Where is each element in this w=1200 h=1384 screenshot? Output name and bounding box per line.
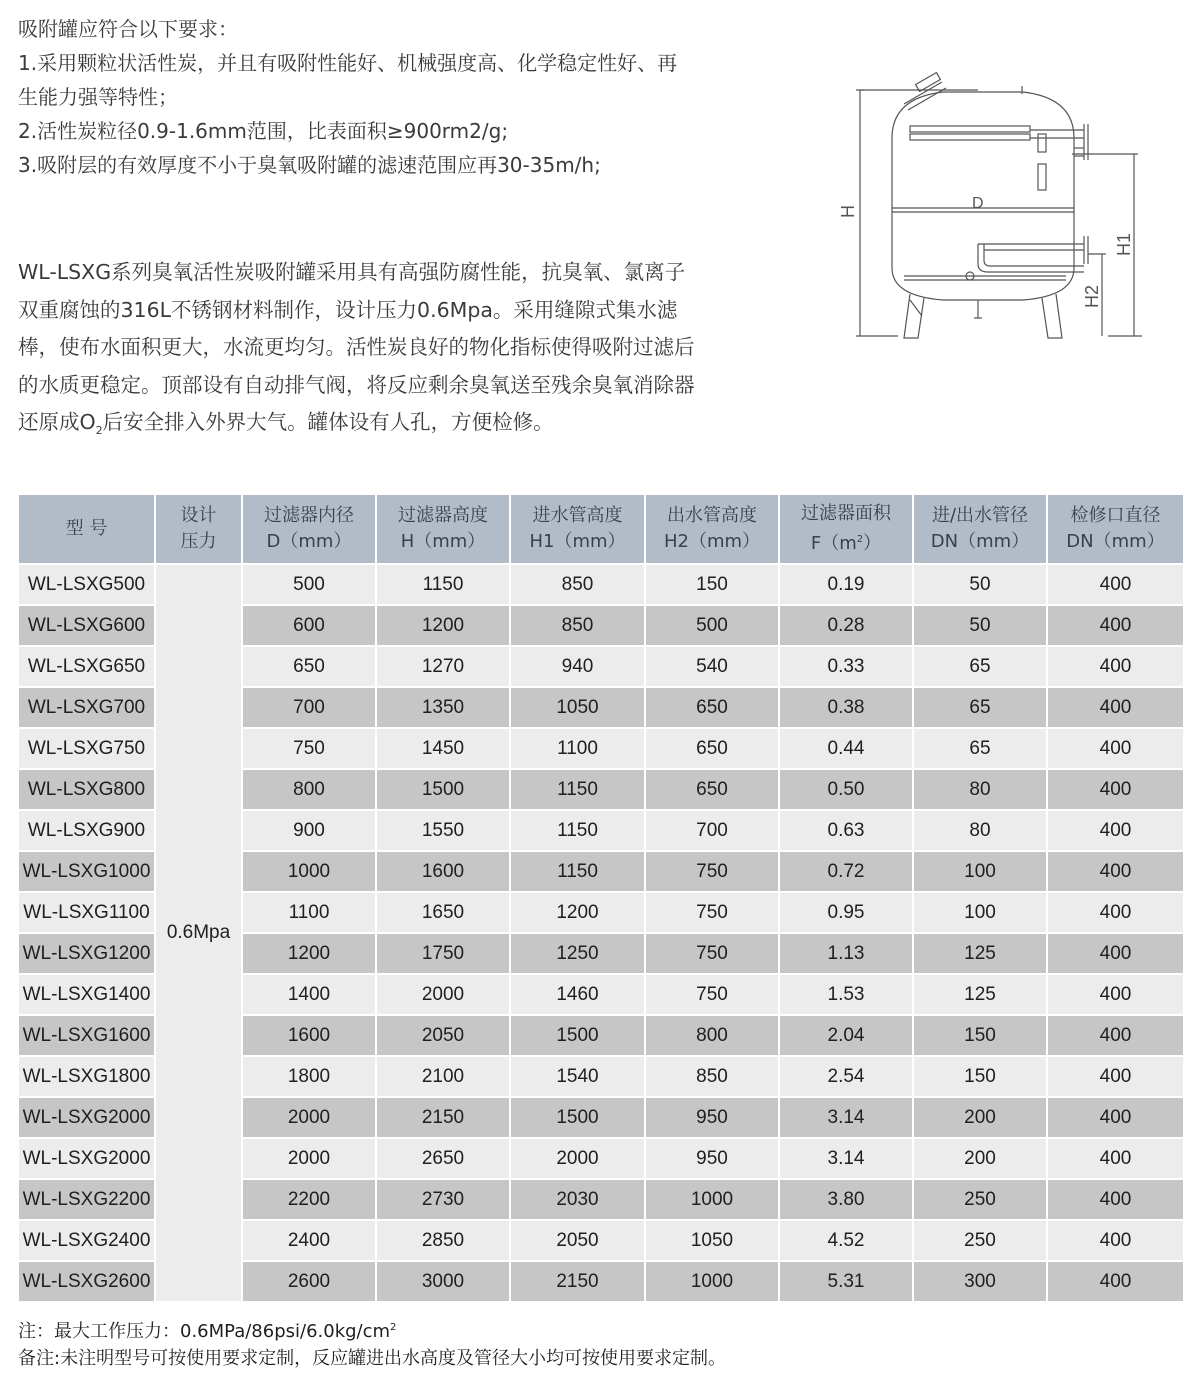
cell-diameter: 1400: [242, 974, 376, 1015]
cell-area: 5.31: [779, 1261, 913, 1302]
cell-inlet-height: 850: [510, 605, 645, 646]
cell-diameter: 2200: [242, 1179, 376, 1220]
cell-model: WL-LSXG2000: [18, 1138, 155, 1179]
header-area: 过滤器面积 $F(m^2)$: [779, 494, 913, 564]
cell-pipe-diameter: 100: [913, 851, 1047, 892]
cell-pressure: 0.6Mpa: [155, 564, 242, 1302]
header-model: 型 号: [18, 494, 155, 564]
cell-inlet-height: 1200: [510, 892, 645, 933]
cell-area: 0.44: [779, 728, 913, 769]
note-custom: 备注:未注明型号可按使用要求定制，反应罐进出水高度及管径大小均可按使用要求定制。: [18, 1348, 727, 1369]
cell-outlet-height: 950: [645, 1138, 779, 1179]
h2-label: H2: [1082, 284, 1102, 308]
subscript: 2: [95, 424, 103, 438]
header-pressure: 设计 压力: [155, 494, 242, 564]
cell-diameter: 2000: [242, 1138, 376, 1179]
cell-model: WL-LSXG2400: [18, 1220, 155, 1261]
cell-diameter: 1000: [242, 851, 376, 892]
cell-outlet-height: 1000: [645, 1179, 779, 1220]
cell-height: 1750: [376, 933, 510, 974]
description-line: WL-LSXG系列臭氧活性炭吸附罐采用具有高强防腐性能，抗臭氧、氯离子: [18, 260, 686, 284]
cell-diameter: 600: [242, 605, 376, 646]
cell-model: WL-LSXG900: [18, 810, 155, 851]
cell-inlet-height: 1500: [510, 1097, 645, 1138]
header-height: 过滤器高度 H（mm）: [376, 494, 510, 564]
cell-pipe-diameter: 50: [913, 605, 1047, 646]
cell-diameter: 750: [242, 728, 376, 769]
cell-outlet-height: 750: [645, 974, 779, 1015]
cell-outlet-height: 540: [645, 646, 779, 687]
cell-diameter: 500: [242, 564, 376, 605]
cell-inlet-height: 1460: [510, 974, 645, 1015]
cell-outlet-height: 150: [645, 564, 779, 605]
cell-height: 1600: [376, 851, 510, 892]
requirement-line: 3.吸附层的有效厚度不小于臭氧吸附罐的滤速范围应再30-35m/h;: [18, 153, 601, 177]
cell-inlet-height: 1050: [510, 687, 645, 728]
cell-model: WL-LSXG600: [18, 605, 155, 646]
cell-pipe-diameter: 250: [913, 1179, 1047, 1220]
cell-manhole-diameter: 400: [1047, 810, 1184, 851]
cell-manhole-diameter: 400: [1047, 564, 1184, 605]
cell-pipe-diameter: 300: [913, 1261, 1047, 1302]
cell-height: 1150: [376, 564, 510, 605]
header-manhole-diameter: 检修口直径 DN（mm）: [1047, 494, 1184, 564]
cell-diameter: 650: [242, 646, 376, 687]
cell-model: WL-LSXG500: [18, 564, 155, 605]
cell-model: WL-LSXG650: [18, 646, 155, 687]
d-label: D: [972, 195, 984, 212]
cell-pipe-diameter: 125: [913, 933, 1047, 974]
header-outlet-height: 出水管高度 H2（mm）: [645, 494, 779, 564]
requirement-line: 2.活性炭粒径0.9-1.6mm范围，比表面积≥900rm2/g;: [18, 119, 509, 143]
cell-area: 1.53: [779, 974, 913, 1015]
cell-height: 2000: [376, 974, 510, 1015]
cell-area: 0.50: [779, 769, 913, 810]
description-line: [18, 404, 748, 450]
note-max-pressure: 注：最大工作压力：$0.6MPa/86psi/6.0kg/cm^2$: [18, 1321, 397, 1342]
cell-manhole-diameter: 400: [1047, 605, 1184, 646]
cell-outlet-height: 650: [645, 728, 779, 769]
cell-area: 3.80: [779, 1179, 913, 1220]
cell-pipe-diameter: 65: [913, 687, 1047, 728]
table-header-row: [18, 494, 1184, 564]
cell-area: 2.04: [779, 1015, 913, 1056]
cell-model: WL-LSXG2600: [18, 1261, 155, 1302]
cell-inlet-height: 1250: [510, 933, 645, 974]
cell-area: 3.14: [779, 1138, 913, 1179]
cell-pipe-diameter: 200: [913, 1097, 1047, 1138]
cell-inlet-height: 1150: [510, 851, 645, 892]
cell-model: WL-LSXG700: [18, 687, 155, 728]
h1-label: H1: [1114, 232, 1134, 256]
cell-height: 3000: [376, 1261, 510, 1302]
cell-diameter: 1800: [242, 1056, 376, 1097]
cell-manhole-diameter: 400: [1047, 851, 1184, 892]
requirement-line: 1.采用颗粒状活性炭，并且有吸附性能好、机械强度高、化学稳定性好、再: [18, 51, 678, 75]
cell-manhole-diameter: 400: [1047, 1261, 1184, 1302]
cell-height: 2850: [376, 1220, 510, 1261]
cell-height: 1450: [376, 728, 510, 769]
cell-outlet-height: 700: [645, 810, 779, 851]
cell-inlet-height: 1150: [510, 769, 645, 810]
requirements-section: [18, 12, 748, 182]
cell-area: 0.72: [779, 851, 913, 892]
cell-manhole-diameter: 400: [1047, 646, 1184, 687]
product-description: [18, 254, 748, 450]
cell-manhole-diameter: 400: [1047, 687, 1184, 728]
cell-area: 0.38: [779, 687, 913, 728]
requirements-title: 吸附罐应符合以下要求：: [18, 17, 238, 41]
cell-pipe-diameter: 65: [913, 646, 1047, 687]
cell-manhole-diameter: 400: [1047, 1179, 1184, 1220]
cell-model: WL-LSXG750: [18, 728, 155, 769]
cell-outlet-height: 950: [645, 1097, 779, 1138]
cell-model: WL-LSXG1000: [18, 851, 155, 892]
requirement-line: 生能力强等特性；: [18, 85, 178, 109]
cell-inlet-height: 850: [510, 564, 645, 605]
cell-diameter: 800: [242, 769, 376, 810]
cell-height: 2150: [376, 1097, 510, 1138]
cell-area: 0.95: [779, 892, 913, 933]
cell-area: 0.33: [779, 646, 913, 687]
cell-model: WL-LSXG1200: [18, 933, 155, 974]
cell-diameter: 2400: [242, 1220, 376, 1261]
cell-diameter: 1200: [242, 933, 376, 974]
cell-diameter: 700: [242, 687, 376, 728]
cell-model: WL-LSXG2000: [18, 1097, 155, 1138]
cell-inlet-height: 2030: [510, 1179, 645, 1220]
cell-diameter: 1100: [242, 892, 376, 933]
cell-height: 1550: [376, 810, 510, 851]
cell-area: 1.13: [779, 933, 913, 974]
cell-inlet-height: 2150: [510, 1261, 645, 1302]
cell-outlet-height: 750: [645, 892, 779, 933]
cell-inlet-height: 940: [510, 646, 645, 687]
cell-manhole-diameter: 400: [1047, 892, 1184, 933]
cell-outlet-height: 500: [645, 605, 779, 646]
description-text: 后安全排入外界大气。罐体设有人孔，方便检修。: [102, 410, 554, 434]
cell-outlet-height: 750: [645, 851, 779, 892]
cell-inlet-height: 1500: [510, 1015, 645, 1056]
header-inlet-height: 进水管高度 H1（mm）: [510, 494, 645, 564]
cell-height: 1650: [376, 892, 510, 933]
cell-outlet-height: 1050: [645, 1220, 779, 1261]
cell-area: 4.52: [779, 1220, 913, 1261]
cell-height: 2650: [376, 1138, 510, 1179]
cell-pipe-diameter: 100: [913, 892, 1047, 933]
cell-manhole-diameter: 400: [1047, 769, 1184, 810]
cell-pipe-diameter: 65: [913, 728, 1047, 769]
description-line: 双重腐蚀的316L不锈钢材料制作，设计压力0.6Mpa。采用缝隙式集水滤: [18, 297, 678, 322]
cell-pipe-diameter: 125: [913, 974, 1047, 1015]
cell-diameter: 2600: [242, 1261, 376, 1302]
cell-manhole-diameter: 400: [1047, 933, 1184, 974]
cell-area: 3.14: [779, 1097, 913, 1138]
cell-height: 2730: [376, 1179, 510, 1220]
cell-inlet-height: 2000: [510, 1138, 645, 1179]
cell-pipe-diameter: 50: [913, 564, 1047, 605]
cell-height: 2100: [376, 1056, 510, 1097]
cell-inlet-height: 2050: [510, 1220, 645, 1261]
cell-diameter: 1600: [242, 1015, 376, 1056]
description-line: 的水质更稳定。顶部设有自动排气阀，将反应剩余臭氧送至残余臭氧消除器: [18, 372, 695, 397]
cell-height: 2050: [376, 1015, 510, 1056]
cell-manhole-diameter: 400: [1047, 974, 1184, 1015]
cell-pipe-diameter: 250: [913, 1220, 1047, 1261]
cell-pipe-diameter: 80: [913, 769, 1047, 810]
description-line: 棒，使布水面积更大，水流更均匀。活性炭良好的物化指标使得吸附过滤后: [18, 335, 695, 359]
cell-outlet-height: 850: [645, 1056, 779, 1097]
cell-height: 1350: [376, 687, 510, 728]
cell-pipe-diameter: 200: [913, 1138, 1047, 1179]
cell-pipe-diameter: 150: [913, 1056, 1047, 1097]
specification-table: [17, 493, 1185, 1303]
cell-model: WL-LSXG1400: [18, 974, 155, 1015]
table-row: [18, 564, 1184, 605]
cell-manhole-diameter: 400: [1047, 1220, 1184, 1261]
cell-manhole-diameter: 400: [1047, 1097, 1184, 1138]
cell-diameter: 900: [242, 810, 376, 851]
cell-area: 0.63: [779, 810, 913, 851]
cell-model: WL-LSXG800: [18, 769, 155, 810]
cell-inlet-height: 1540: [510, 1056, 645, 1097]
adsorption-tank-diagram: [838, 68, 1148, 348]
header-diameter: 过滤器内径 D（mm）: [242, 494, 376, 564]
cell-outlet-height: 1000: [645, 1261, 779, 1302]
cell-outlet-height: 650: [645, 687, 779, 728]
cell-pipe-diameter: 150: [913, 1015, 1047, 1056]
description-text: 还原成O: [18, 410, 96, 434]
cell-pipe-diameter: 80: [913, 810, 1047, 851]
cell-height: 1270: [376, 646, 510, 687]
cell-height: 1500: [376, 769, 510, 810]
cell-model: WL-LSXG2200: [18, 1179, 155, 1220]
notes-section: [18, 1314, 726, 1372]
cell-area: 2.54: [779, 1056, 913, 1097]
cell-manhole-diameter: 400: [1047, 1056, 1184, 1097]
cell-inlet-height: 1100: [510, 728, 645, 769]
cell-manhole-diameter: 400: [1047, 1138, 1184, 1179]
cell-manhole-diameter: 400: [1047, 728, 1184, 769]
cell-inlet-height: 1150: [510, 810, 645, 851]
cell-model: WL-LSXG1600: [18, 1015, 155, 1056]
cell-height: 1200: [376, 605, 510, 646]
header-pipe-diameter: 进/出水管径 DN（mm）: [913, 494, 1047, 564]
cell-model: WL-LSXG1800: [18, 1056, 155, 1097]
cell-model: WL-LSXG1100: [18, 892, 155, 933]
cell-outlet-height: 650: [645, 769, 779, 810]
cell-manhole-diameter: 400: [1047, 1015, 1184, 1056]
cell-area: 0.19: [779, 564, 913, 605]
cell-area: 0.28: [779, 605, 913, 646]
cell-outlet-height: 800: [645, 1015, 779, 1056]
h-label: H: [838, 205, 858, 218]
cell-diameter: 2000: [242, 1097, 376, 1138]
cell-outlet-height: 750: [645, 933, 779, 974]
